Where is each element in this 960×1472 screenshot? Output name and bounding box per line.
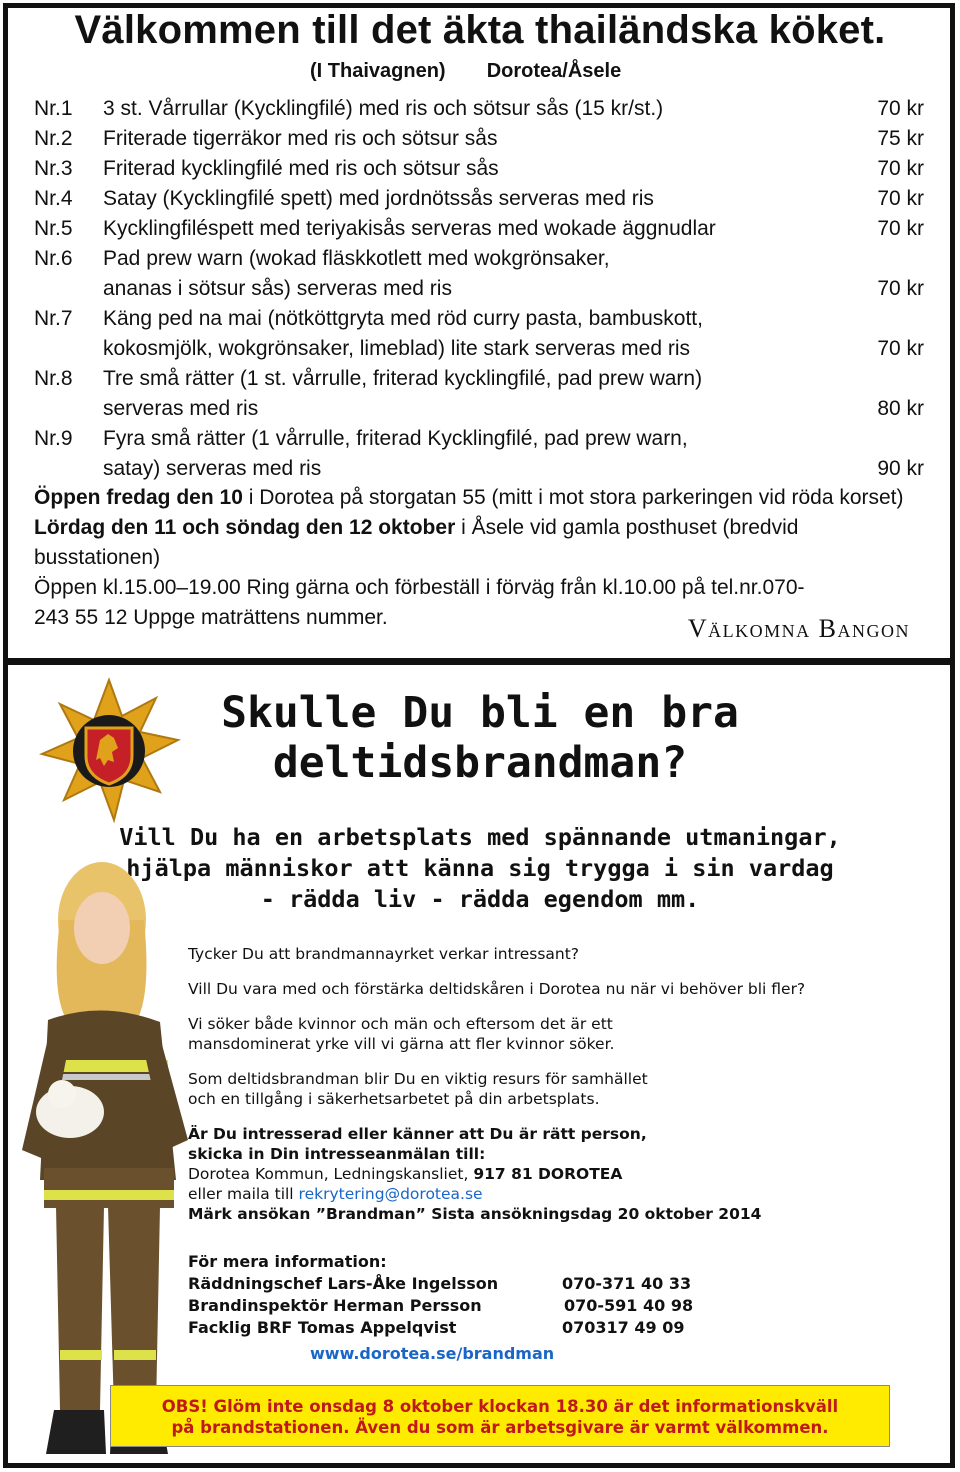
menu-item-description: 3 st. Vårrullar (Kycklingfilé) med ris och sötsur sås (15 kr/st.): [103, 97, 664, 120]
headline-line-2: deltidsbrandman?: [272, 738, 688, 788]
contact-phone: 070317 49 09: [562, 1318, 685, 1337]
menu-item: [34, 364, 924, 424]
menu-item: [34, 184, 924, 214]
firefighter-woman-image: [10, 850, 200, 1458]
menu-item-number: Nr.3: [34, 157, 73, 180]
contact-name: Brandinspektör Herman Persson: [188, 1296, 482, 1315]
menu-list: [34, 94, 924, 484]
opening-days: [34, 483, 924, 573]
menu-item-description: Fyra små rätter (1 vårrulle, friterad Kycklingfilé, pad prew warn,: [103, 427, 688, 450]
notice-line-1: OBS! Glöm inte onsdag 8 oktober klockan 18.30 är det informationskväll: [161, 1397, 839, 1416]
body-paragraph-4: [188, 1069, 928, 1109]
apply-line-1: Är Du intresserad eller känner att Du är rätt person,: [188, 1125, 647, 1143]
contact-phone: 070-591 40 98: [564, 1296, 694, 1315]
menu-item-description-cont: satay) serveras med ris: [103, 457, 322, 480]
menu-item: [34, 124, 924, 154]
menu-item-description-cont: serveras med ris: [103, 397, 259, 420]
p3-line-1: Vi söker både kvinnor och män och eftersom det är ett: [188, 1015, 613, 1033]
menu-item-description: Kycklingfiléspett med teriyakisås serveras med wokade äggnudlar: [103, 217, 716, 240]
menu-item-description: Satay (Kycklingfilé spett) med jordnötssås serveras med ris: [103, 187, 654, 210]
body-paragraph-2: Vill Du vara med och förstärka deltidskåren i Dorotea nu när vi behöver bli fler?: [188, 980, 806, 998]
menu-item-description-cont: ananas i sötsur sås) serveras med ris: [103, 277, 452, 300]
apply-line-2: skicka in Din intresseanmälan till:: [188, 1145, 486, 1163]
menu-item-number: Nr.7: [34, 307, 73, 330]
application-mark-deadline: Märk ansökan ”Brandman” Sista ansökningsdag 20 oktober 2014: [188, 1205, 762, 1223]
menu-item: [34, 94, 924, 124]
menu-item-number: Nr.8: [34, 367, 73, 390]
contact-phone: 070-371 40 33: [562, 1274, 692, 1293]
menu-item-description-cont: kokosmjölk, wokgrönsaker, limeblad) lite stark serveras med ris: [103, 337, 691, 360]
menu-subtitle: [310, 60, 621, 83]
menu-item-price: 70 kr: [877, 97, 924, 120]
lead-line-1: Vill Du ha en arbetsplats med spännande utmaningar,: [119, 823, 841, 851]
email-link[interactable]: rekrytering@dorotea.se: [298, 1185, 483, 1203]
lead-line-3: - rädda liv - rädda egendom mm.: [260, 885, 700, 913]
menu-item: [34, 214, 924, 244]
menu-item: [34, 154, 924, 184]
p4-line-2: och en tillgång i säkerhetsarbetet på din arbetsplats.: [188, 1090, 600, 1108]
menu-title: Välkommen till det äkta thailändska köket.: [74, 8, 886, 52]
menu-item-price: 75 kr: [877, 127, 924, 150]
menu-item-price: 90 kr: [877, 457, 924, 480]
menu-item: [34, 424, 924, 484]
opening-day-asele: Lördag den 11 och söndag den 12 oktober: [34, 516, 456, 539]
menu-item-description: Pad prew warn (wokad fläskkotlett med wokgrönsaker,: [103, 247, 610, 270]
menu-item: [34, 304, 924, 364]
opening-info: [34, 483, 924, 633]
signoff: Välkomna Bangon: [687, 614, 910, 643]
menu-item-number: Nr.1: [34, 97, 73, 120]
menu-item-description: Friterad kycklingfilé med ris och sötsur sås: [103, 157, 499, 180]
application-block: [188, 1124, 928, 1224]
p4-line-1: Som deltidsbrandman blir Du en viktig resurs för samhället: [188, 1070, 648, 1088]
menu-item-number: Nr.6: [34, 247, 73, 270]
opening-day-dorotea: Öppen fredag den 10: [34, 486, 243, 509]
menu-item-number: Nr.9: [34, 427, 73, 450]
info-evening-notice: [110, 1385, 890, 1447]
contact-row: [188, 1273, 748, 1295]
lead-line-2: hjälpa människor att känna sig trygga i sin vardag: [126, 854, 834, 882]
recruit-body: [188, 944, 928, 1239]
contact-list: [188, 1251, 748, 1339]
menu-item-description: Käng ped na mai (nötköttgryta med röd curry pasta, bambuskott,: [103, 307, 703, 330]
recruit-headline: [200, 688, 760, 788]
contact-row: [188, 1317, 748, 1339]
menu-item-number: Nr.5: [34, 217, 73, 240]
menu-item-price: 70 kr: [877, 337, 924, 360]
contact-name: Räddningschef Lars-Åke Ingelsson: [188, 1274, 499, 1293]
subtitle-towns: Dorotea/Åsele: [486, 60, 622, 82]
contact-row: [188, 1295, 748, 1317]
opening-location-asele: i Åsele vid gamla posthuset (bredvid busstationen): [34, 516, 799, 569]
menu-item-price: 70 kr: [877, 187, 924, 210]
menu-item-description: Tre små rätter (1 st. vårrulle, friterad kycklingfilé, pad prew warn): [103, 367, 703, 390]
menu-item-price: 80 kr: [877, 397, 924, 420]
contact-name: Facklig BRF Tomas Appelqvist: [188, 1318, 457, 1337]
menu-item: [34, 244, 924, 304]
address-postcode: 917 81 DOROTEA: [473, 1165, 623, 1183]
subtitle-location: (I Thaivagnen): [310, 60, 446, 82]
menu-item-description: Friterade tigerräkor med ris och sötsur sås: [103, 127, 498, 150]
address-text: Dorotea Kommun, Ledningskansliet,: [188, 1165, 474, 1183]
opening-hours: Öppen kl.15.00–19.00 Ring gärna och förbeställ i förväg från kl.10.00 på tel.nr.070-243 55 12 Uppge maträttens nummer.: [34, 576, 805, 629]
notice-line-2: på brandstationen. Även du som är arbetsgivare är varmt välkommen.: [171, 1418, 829, 1437]
headline-line-1: Skulle Du bli en bra: [221, 688, 739, 738]
body-paragraph-1: Tycker Du att brandmannayrket verkar intressant?: [188, 945, 580, 963]
website-link[interactable]: www.dorotea.se/brandman: [310, 1344, 555, 1363]
fire-service-emblem-icon: [34, 676, 184, 826]
menu-item-price: 70 kr: [877, 217, 924, 240]
info-heading: För mera information:: [188, 1252, 387, 1271]
opening-location-dorotea: i Dorotea på storgatan 55 (mitt i mot stora parkeringen vid röda korset): [242, 486, 904, 509]
menu-item-price: 70 kr: [877, 157, 924, 180]
p3-line-2: mansdominerat yrke vill vi gärna att fler kvinnor söker.: [188, 1035, 615, 1053]
mail-prefix: eller maila till: [188, 1185, 299, 1203]
menu-item-number: Nr.2: [34, 127, 73, 150]
menu-item-price: 70 kr: [877, 277, 924, 300]
body-paragraph-3: [188, 1014, 928, 1054]
menu-item-number: Nr.4: [34, 187, 73, 210]
